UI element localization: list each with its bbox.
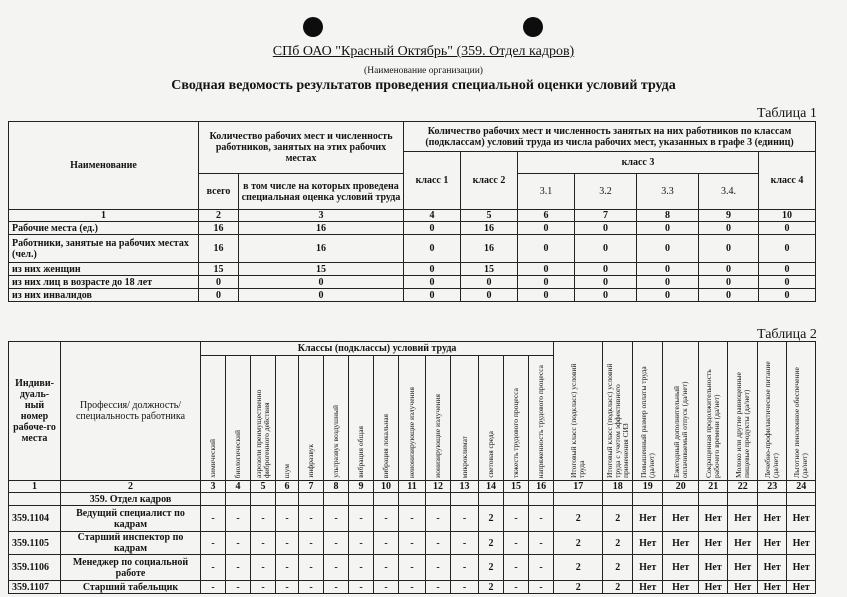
cell-value: - bbox=[504, 555, 529, 581]
header-factor-14: напряженность трудового процесса bbox=[529, 356, 554, 481]
cell-value: - bbox=[504, 532, 529, 555]
column-number: 8 bbox=[637, 210, 699, 222]
cell-value: Нет bbox=[787, 555, 816, 581]
cell-value: - bbox=[299, 532, 324, 555]
cell-value: - bbox=[251, 581, 276, 594]
table-row bbox=[9, 235, 816, 263]
header-factor-10: ионизирующие излучения bbox=[426, 356, 451, 481]
cell-value: - bbox=[529, 506, 554, 532]
cell-value: - bbox=[299, 555, 324, 581]
column-number: 16 bbox=[529, 481, 554, 493]
column-number: 1 bbox=[9, 481, 61, 493]
department-name: 359. Отдел кадров bbox=[61, 493, 201, 506]
cell-value: Нет bbox=[787, 581, 816, 594]
organization-name: СПб ОАО "Красный Октябрь" (359. Отдел кадров) bbox=[272, 44, 575, 59]
cell-value: - bbox=[324, 581, 349, 594]
cell-value: 0 bbox=[759, 289, 816, 302]
cell-value: - bbox=[349, 581, 374, 594]
cell-value: 15 bbox=[199, 263, 239, 276]
cell-value: 0 bbox=[637, 276, 699, 289]
cell-value: Нет bbox=[699, 555, 728, 581]
cell-value: - bbox=[299, 506, 324, 532]
column-number: 6 bbox=[276, 481, 299, 493]
department-row bbox=[9, 493, 816, 506]
cell-value: 0 bbox=[699, 222, 759, 235]
header-class1: класс 1 bbox=[404, 152, 461, 210]
header-factor-8: вибрация локальная bbox=[374, 356, 399, 481]
header-summary-8: Льготное пенсионное обеспечение (да/нет) bbox=[787, 342, 816, 481]
cell-value: - bbox=[349, 532, 374, 555]
column-number: 3 bbox=[201, 481, 226, 493]
row-label: из них инвалидов bbox=[9, 289, 199, 302]
cell-value: 0 bbox=[518, 289, 575, 302]
table-row bbox=[9, 289, 816, 302]
header-class-3-1: 3.1 bbox=[518, 174, 575, 210]
organization-caption: (Наименование организации) bbox=[364, 66, 483, 76]
header-class4: класс 4 bbox=[759, 152, 816, 210]
cell-value: Нет bbox=[758, 581, 787, 594]
cell-value: 0 bbox=[637, 235, 699, 263]
cell-value: 16 bbox=[461, 235, 518, 263]
column-number: 14 bbox=[479, 481, 504, 493]
header-workplace-number: Индиви-дуаль-ный номер рабоче-го места bbox=[9, 342, 61, 481]
cell-value: - bbox=[529, 532, 554, 555]
cell-value: 0 bbox=[461, 276, 518, 289]
column-number: 7 bbox=[299, 481, 324, 493]
workplace-id: 359.1107 bbox=[9, 581, 61, 594]
header-factor-4: шум bbox=[276, 356, 299, 481]
header-summary-1: Итоговый класс (подкласс) условий труда bbox=[554, 342, 603, 481]
cell-value: 0 bbox=[404, 276, 461, 289]
row-label: Работники, занятые на рабочих местах (чел.) bbox=[9, 235, 199, 263]
cell-value: Нет bbox=[633, 506, 663, 532]
cell-value: - bbox=[201, 581, 226, 594]
cell-value: - bbox=[399, 506, 426, 532]
column-number: 20 bbox=[663, 481, 699, 493]
cell-value: 0 bbox=[199, 289, 239, 302]
profession: Старший табельщик bbox=[61, 581, 201, 594]
table-row bbox=[9, 222, 816, 235]
cell-value: Нет bbox=[699, 581, 728, 594]
cell-value: Нет bbox=[728, 506, 758, 532]
cell-value: 2 bbox=[554, 532, 603, 555]
column-number: 6 bbox=[518, 210, 575, 222]
profession: Менеджер по социальной работе bbox=[61, 555, 201, 581]
header-classes-group: Количество рабочих мест и численность занятых на них работников по классам (подклассам) условий труда из числа рабочих мест, указанных в графе 3 (единиц) bbox=[404, 122, 816, 152]
cell-value: - bbox=[374, 506, 399, 532]
cell-value: - bbox=[529, 555, 554, 581]
header-class-3-4: 3.4. bbox=[699, 174, 759, 210]
cell-value: - bbox=[451, 555, 479, 581]
cell-value: - bbox=[201, 532, 226, 555]
header-summary-4: Ежегодный дополнительный оплачиваемый отпуск (да/нет) bbox=[663, 342, 699, 481]
cell-value: 0 bbox=[404, 235, 461, 263]
header-factor-11: микроклимат bbox=[451, 356, 479, 481]
cell-value: - bbox=[426, 506, 451, 532]
column-number: 9 bbox=[699, 210, 759, 222]
cell-value: Нет bbox=[728, 581, 758, 594]
cell-value: Нет bbox=[699, 532, 728, 555]
cell-value: - bbox=[324, 532, 349, 555]
cell-value: 2 bbox=[479, 532, 504, 555]
cell-value: - bbox=[451, 506, 479, 532]
cell-value: - bbox=[226, 581, 251, 594]
cell-value: - bbox=[226, 532, 251, 555]
column-number: 23 bbox=[758, 481, 787, 493]
column-number: 17 bbox=[554, 481, 603, 493]
column-number: 18 bbox=[603, 481, 633, 493]
cell-value: Нет bbox=[633, 581, 663, 594]
cell-value: 2 bbox=[603, 555, 633, 581]
cell-value: 2 bbox=[554, 555, 603, 581]
cell-value: 0 bbox=[637, 222, 699, 235]
header-factor-1: химический bbox=[201, 356, 226, 481]
cell-value: 0 bbox=[518, 235, 575, 263]
cell-value: Нет bbox=[728, 532, 758, 555]
header-factor-5: инфразвук bbox=[299, 356, 324, 481]
column-number: 4 bbox=[404, 210, 461, 222]
cell-value: - bbox=[529, 581, 554, 594]
header-classes-group: Классы (подклассы) условий труда bbox=[201, 342, 554, 356]
column-numbers-row bbox=[9, 210, 816, 222]
cell-value: 2 bbox=[603, 532, 633, 555]
cell-value: 0 bbox=[575, 222, 637, 235]
workplace-id: 359.1105 bbox=[9, 532, 61, 555]
cell-value: 0 bbox=[637, 289, 699, 302]
column-number: 13 bbox=[451, 481, 479, 493]
cell-value: Нет bbox=[728, 555, 758, 581]
column-numbers-row bbox=[9, 481, 816, 493]
cell-value: 0 bbox=[404, 289, 461, 302]
cell-value: 0 bbox=[518, 276, 575, 289]
cell-value: 2 bbox=[479, 581, 504, 594]
cell-value: - bbox=[276, 581, 299, 594]
cell-value: 0 bbox=[518, 222, 575, 235]
header-factor-9: неионизирующие излучения bbox=[399, 356, 426, 481]
header-factor-3: аэрозоли преимущественно фиброгенного действия bbox=[251, 356, 276, 481]
row-label: из них женщин bbox=[9, 263, 199, 276]
cell-value: - bbox=[324, 555, 349, 581]
cell-value: Нет bbox=[633, 532, 663, 555]
cell-value: - bbox=[374, 555, 399, 581]
column-number: 12 bbox=[426, 481, 451, 493]
cell-value: - bbox=[426, 555, 451, 581]
header-factor-2: биологический bbox=[226, 356, 251, 481]
header-total: всего bbox=[199, 174, 239, 210]
header-summary-3: Повышенный размер оплаты труда (да/нет) bbox=[633, 342, 663, 481]
cell-value: Нет bbox=[633, 555, 663, 581]
cell-value: - bbox=[426, 581, 451, 594]
column-number: 19 bbox=[633, 481, 663, 493]
cell-value: 0 bbox=[239, 276, 404, 289]
summary-table bbox=[8, 121, 816, 302]
document-title: Сводная ведомость результатов проведения специальной оценки условий труда bbox=[171, 78, 676, 93]
workplace-id: 359.1106 bbox=[9, 555, 61, 581]
cell-value: - bbox=[299, 581, 324, 594]
cell-value: 15 bbox=[461, 263, 518, 276]
header-summary-2: Итоговый класс (подкласс) условий труда с учетом эффективного применения СИЗ bbox=[603, 342, 633, 481]
header-assessed: в том числе на которых проведена специальная оценка условий труда bbox=[239, 174, 404, 210]
cell-value: 2 bbox=[554, 506, 603, 532]
cell-value: 0 bbox=[637, 263, 699, 276]
cell-value: Нет bbox=[758, 555, 787, 581]
column-number: 10 bbox=[374, 481, 399, 493]
header-class-3-2: 3.2 bbox=[575, 174, 637, 210]
cell-value: 0 bbox=[575, 289, 637, 302]
cell-value: Нет bbox=[663, 506, 699, 532]
column-number: 11 bbox=[399, 481, 426, 493]
header-name: Наименование bbox=[9, 122, 199, 210]
binder-hole-left bbox=[303, 17, 323, 37]
cell-value: 2 bbox=[479, 555, 504, 581]
table-row bbox=[9, 555, 816, 581]
cell-value: 0 bbox=[759, 276, 816, 289]
column-number: 24 bbox=[787, 481, 816, 493]
cell-value: - bbox=[374, 581, 399, 594]
cell-value: Нет bbox=[663, 581, 699, 594]
cell-value: 2 bbox=[603, 506, 633, 532]
cell-value: Нет bbox=[758, 506, 787, 532]
cell-value: 2 bbox=[554, 581, 603, 594]
cell-value: - bbox=[399, 581, 426, 594]
header-factor-6: ультразвук воздушный bbox=[324, 356, 349, 481]
cell-value: - bbox=[349, 506, 374, 532]
cell-value: 0 bbox=[199, 276, 239, 289]
cell-value: - bbox=[504, 581, 529, 594]
cell-value: - bbox=[504, 506, 529, 532]
table2-label: Таблица 2 bbox=[757, 327, 817, 342]
cell-value: - bbox=[226, 506, 251, 532]
cell-value: 0 bbox=[699, 289, 759, 302]
cell-value: 0 bbox=[575, 263, 637, 276]
workplace-table bbox=[8, 341, 816, 594]
cell-value: 16 bbox=[461, 222, 518, 235]
profession: Старший инспектор по кадрам bbox=[61, 532, 201, 555]
header-class3: класс 3 bbox=[518, 152, 759, 174]
cell-value: - bbox=[251, 555, 276, 581]
column-number: 22 bbox=[728, 481, 758, 493]
header-class2: класс 2 bbox=[461, 152, 518, 210]
column-number: 8 bbox=[324, 481, 349, 493]
binder-hole-right bbox=[523, 17, 543, 37]
cell-value: 0 bbox=[404, 263, 461, 276]
cell-value: 0 bbox=[699, 235, 759, 263]
header-factor-12: световая среда bbox=[479, 356, 504, 481]
column-number: 2 bbox=[199, 210, 239, 222]
cell-value: 2 bbox=[479, 506, 504, 532]
cell-value: 16 bbox=[199, 222, 239, 235]
table-row bbox=[9, 276, 816, 289]
header-factor-7: вибрация общая bbox=[349, 356, 374, 481]
column-number: 1 bbox=[9, 210, 199, 222]
cell-value: - bbox=[251, 532, 276, 555]
column-number: 5 bbox=[461, 210, 518, 222]
cell-value: Нет bbox=[787, 532, 816, 555]
header-summary-5: Сокращенная продолжительность рабочего времени (да/нет) bbox=[699, 342, 728, 481]
column-number: 9 bbox=[349, 481, 374, 493]
header-class-3-3: 3.3 bbox=[637, 174, 699, 210]
column-number: 15 bbox=[504, 481, 529, 493]
cell-value: Нет bbox=[663, 555, 699, 581]
cell-value: 2 bbox=[603, 581, 633, 594]
cell-value: 0 bbox=[699, 263, 759, 276]
cell-value: - bbox=[451, 581, 479, 594]
cell-value: 0 bbox=[461, 289, 518, 302]
cell-value: Нет bbox=[699, 506, 728, 532]
column-number: 3 bbox=[239, 210, 404, 222]
row-label: из них лиц в возрасте до 18 лет bbox=[9, 276, 199, 289]
cell-value: 15 bbox=[239, 263, 404, 276]
cell-value: Нет bbox=[758, 532, 787, 555]
column-number: 7 bbox=[575, 210, 637, 222]
cell-value: - bbox=[374, 532, 399, 555]
cell-value: - bbox=[251, 506, 276, 532]
cell-value: - bbox=[324, 506, 349, 532]
cell-value: 0 bbox=[239, 289, 404, 302]
header-factor-13: тяжесть трудового процесса bbox=[504, 356, 529, 481]
profession: Ведущий специалист по кадрам bbox=[61, 506, 201, 532]
header-profession: Профессия/ должность/ специальность работника bbox=[61, 342, 201, 481]
cell-value: - bbox=[349, 555, 374, 581]
header-workplaces-group: Количество рабочих мест и численность работников, занятых на этих рабочих местах bbox=[199, 122, 404, 174]
cell-value: Нет bbox=[663, 532, 699, 555]
column-number: 5 bbox=[251, 481, 276, 493]
table1-label: Таблица 1 bbox=[757, 106, 817, 121]
cell-value: - bbox=[201, 555, 226, 581]
column-number: 21 bbox=[699, 481, 728, 493]
cell-value: - bbox=[276, 532, 299, 555]
cell-value: 0 bbox=[404, 222, 461, 235]
row-label: Рабочие места (ед.) bbox=[9, 222, 199, 235]
cell-value: 0 bbox=[575, 276, 637, 289]
header-summary-7: Лечебно-профилактическое питание (да/нет) bbox=[758, 342, 787, 481]
cell-value: - bbox=[451, 532, 479, 555]
cell-value: 16 bbox=[239, 222, 404, 235]
cell-value: 0 bbox=[518, 263, 575, 276]
column-number: 4 bbox=[226, 481, 251, 493]
cell-value: 0 bbox=[575, 235, 637, 263]
workplace-id: 359.1104 bbox=[9, 506, 61, 532]
column-number: 10 bbox=[759, 210, 816, 222]
cell-value: - bbox=[276, 555, 299, 581]
cell-value: - bbox=[399, 532, 426, 555]
cell-value: 16 bbox=[239, 235, 404, 263]
table-row bbox=[9, 581, 816, 594]
cell-value: 0 bbox=[699, 276, 759, 289]
header-summary-6: Молоко или другие равноценные пищевые продукты (да/нет) bbox=[728, 342, 758, 481]
cell-value: - bbox=[201, 506, 226, 532]
cell-value: - bbox=[426, 532, 451, 555]
cell-value: 0 bbox=[759, 235, 816, 263]
cell-value: - bbox=[276, 506, 299, 532]
cell-value: - bbox=[399, 555, 426, 581]
table-row bbox=[9, 263, 816, 276]
cell-value: 0 bbox=[759, 263, 816, 276]
cell-value: 0 bbox=[759, 222, 816, 235]
cell-value: - bbox=[226, 555, 251, 581]
cell-value: 16 bbox=[199, 235, 239, 263]
cell-value: Нет bbox=[787, 506, 816, 532]
table-row bbox=[9, 506, 816, 532]
column-number: 2 bbox=[61, 481, 201, 493]
table-row bbox=[9, 532, 816, 555]
